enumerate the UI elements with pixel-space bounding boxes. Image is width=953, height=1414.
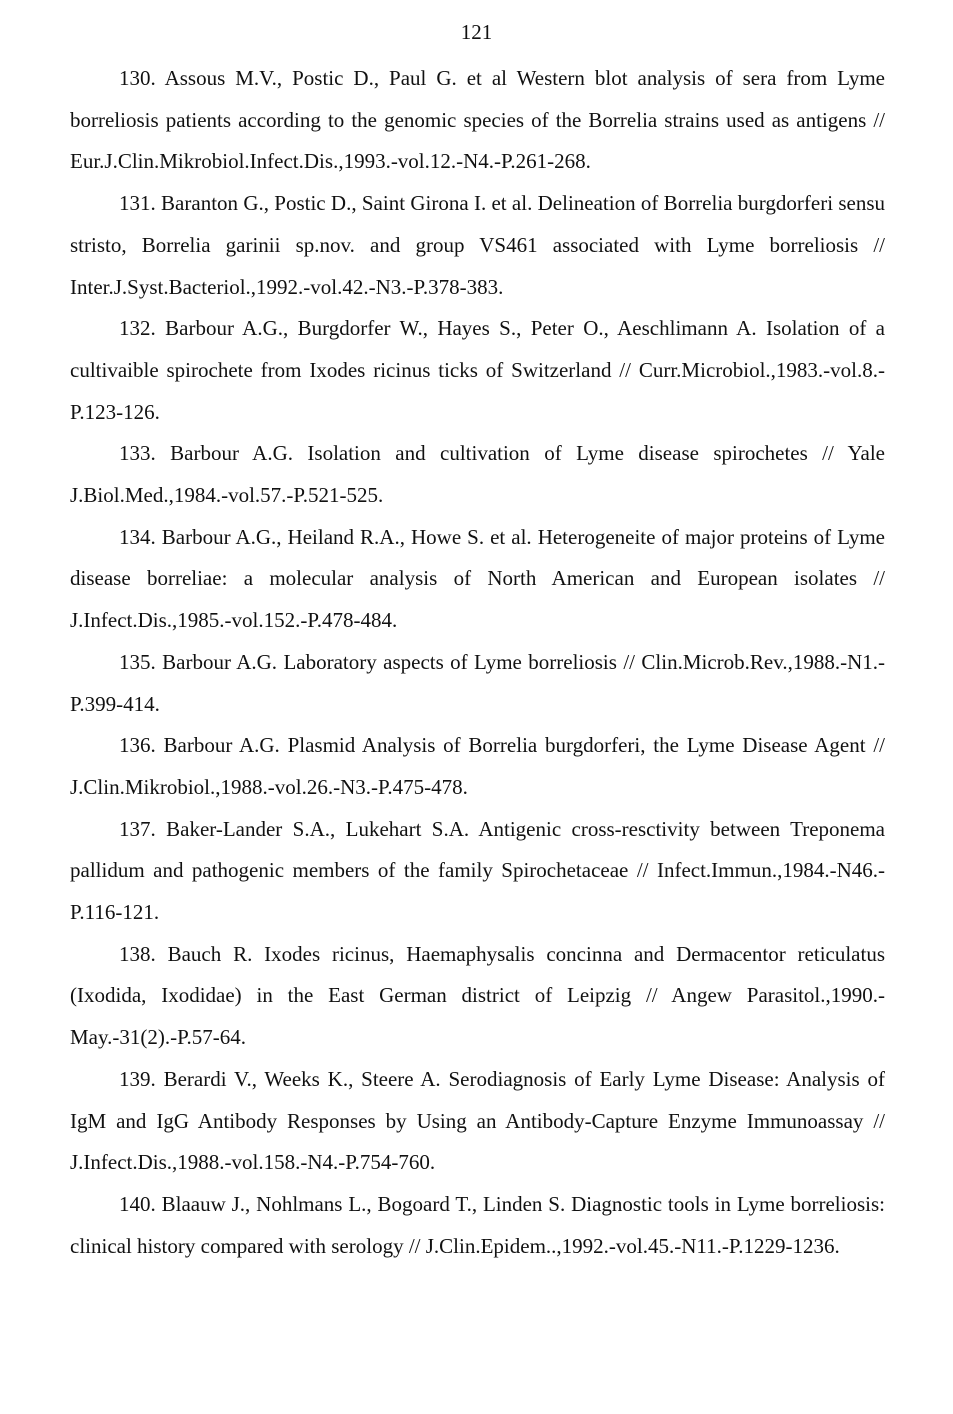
reference-number: 139. (119, 1066, 156, 1091)
reference-text: Barbour A.G., Burgdorfer W., Hayes S., Peter O., Aeschlimann A. Isolation of a cultivaible spirochete from Ixodes ricinus ticks of Switzerland // Curr.Microbiol.,1983.-vol.8.-P.123-126. (70, 316, 886, 424)
reference-number: 131. (119, 191, 156, 216)
reference-number: 134. (119, 524, 156, 549)
reference-text: Barbour A.G. Isolation and cultivation of Lyme disease spirochetes // Yale J.Biol.Med.,1984.-vol.57.-P.521-525. (70, 441, 886, 508)
reference-list (70, 58, 885, 1267)
reference-item (70, 809, 885, 934)
reference-item (70, 1184, 885, 1267)
reference-text: Barbour A.G., Heiland R.A., Howe S. et al. Heterogeneite of major proteins of Lyme disease borreliae: a molecular analysis of North American and European isolates // J.Infect.Dis.,1985.-vol.152.-P.478-484. (70, 524, 886, 633)
reference-text: Assous M.V., Postic D., Paul G. et al Western blot analysis of sera from Lyme borreliosis patients according to the genomic species of the Borrelia strains used as antigens // Eur.J.Clin.Mikrobiol.Infect.Dis.,1993.-vol.12.-N4.-P.261-268. (70, 66, 886, 174)
reference-text: Barbour A.G. Laboratory aspects of Lyme borreliosis // Clin.Microb.Rev.,1988.-N1.-P.399-414. (70, 649, 886, 716)
reference-number: 130. (119, 66, 156, 90)
reference-text: Bauch R. Ixodes ricinus, Haemaphysalis concinna and Dermacentor reticulatus (Ixodida, Ixodidae) in the East German district of Leipzig // Angew Parasitol.,1990.-May.-31(2).-P.57-64. (70, 941, 886, 1050)
reference-number: 136. (119, 733, 156, 758)
reference-item (70, 725, 885, 808)
reference-item (70, 517, 885, 642)
reference-number: 132. (119, 316, 156, 341)
reference-item (70, 1059, 885, 1184)
reference-item (70, 308, 885, 433)
reference-number: 138. (119, 941, 156, 966)
reference-text: Barbour A.G. Plasmid Analysis of Borrelia burgdorferi, the Lyme Disease Agent // J.Clin.Mikrobiol.,1988.-vol.26.-N3.-P.475-478. (70, 733, 885, 799)
reference-text: Berardi V., Weeks K., Steere A. Serodiagnosis of Early Lyme Disease: Analysis of IgM and IgG Antibody Responses by Using an Antibody-Capture Enzyme Immunoassay // J.Infect.Dis.,1988.-vol.158.-N4.-P.754-760. (70, 1066, 885, 1175)
reference-number: 140. (119, 1191, 156, 1216)
page-number: 121 (460, 20, 493, 44)
reference-item (70, 58, 885, 183)
reference-item (70, 433, 885, 516)
reference-number: 133. (119, 441, 156, 466)
reference-text: Blaauw J., Nohlmans L., Bogoard T., Linden S. Diagnostic tools in Lyme borreliosis: clinical history compared with serology // J.Clin.Epidem..,1992.-vol.45.-N11.-P.1229-1236. (70, 1191, 885, 1258)
reference-number: 137. (119, 816, 156, 841)
reference-text: Baranton G., Postic D., Saint Girona I. et al. Delineation of Borrelia burgdorferi sensu stristo, Borrelia garinii sp.nov. and group VS461 associated with Lyme borreliosis // Inter.J.Syst.Bacteriol.,1992.-vol.42.-N3.-P.378-383. (70, 191, 885, 299)
reference-item (70, 642, 885, 725)
reference-item (70, 183, 885, 308)
reference-item (70, 934, 885, 1059)
reference-text: Baker-Lander S.A., Lukehart S.A. Antigenic cross-resctivity between Treponema pallidum and pathogenic members of the family Spirochetaceae // Infect.Immun.,1984.-N46.-P.116-121. (70, 816, 886, 925)
reference-number: 135. (119, 649, 156, 674)
